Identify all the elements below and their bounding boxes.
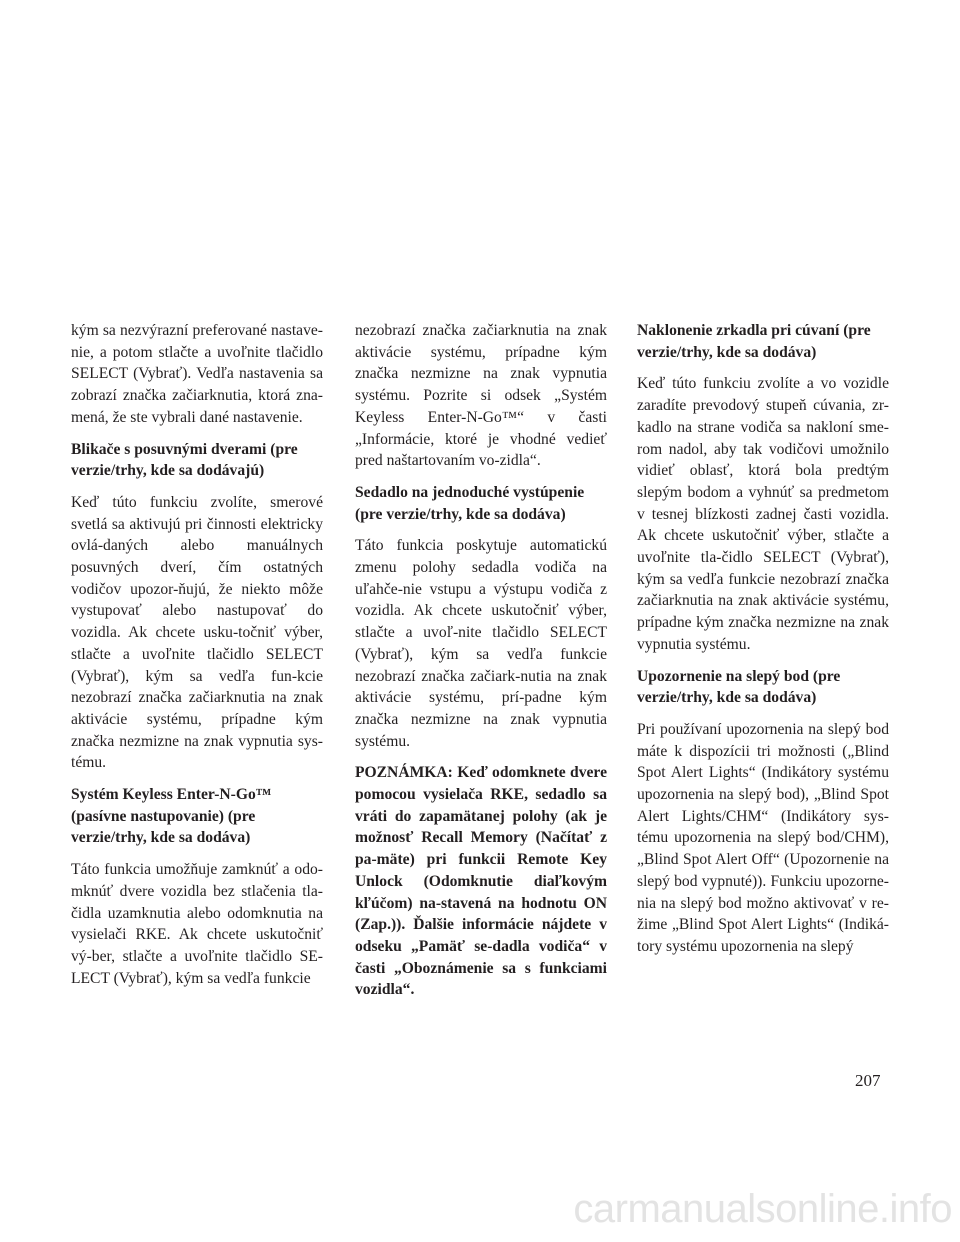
paragraph: nezobrazí značka začiarknutia na znak aktivácie systému, prípadne kým značka nezmizne na znak vypnutia systému. Pozrite si odsek „Systém Keyless Enter-N-Go™“ v časti „Informácie, ktoré je vhodné vedieť pred naštartovaním vo-zidla“.: [355, 322, 607, 470]
page-number: 207: [855, 1071, 881, 1090]
paragraph: kým sa nezvýrazní preferované nastave-nie, a potom stlačte a uvoľnite tlačidlo SELECT (Vybrať). Vedľa nastavenia sa zobrazí značka začiarknutia, ktorá zna-mená, že ste vybrali dané nastavenie.: [71, 322, 323, 426]
text-column-middle: [355, 320, 607, 1011]
section-heading: Systém Keyless Enter-N-Go™ (pasívne nastupovanie) (pre verzie/trhy, kde sa dodáva): [71, 786, 272, 847]
paragraph: Táto funkcia umožňuje zamknúť a odo-mknúť dvere vozidla bez stlačenia tla-čidla uzamknutia alebo odomknutia na vysielači RKE. Ak chcete uskutočniť vý-ber, stlačte a uvoľnite tlačidlo SE-LECT (Vybrať), kým sa vedľa funkcie: [71, 861, 323, 987]
section-heading: Upozornenie na slepý bod (pre verzie/trhy, kde sa dodáva): [637, 667, 841, 707]
section-heading: Naklonenie zrkadla pri cúvaní (pre verzie/trhy, kde sa dodáva): [637, 322, 871, 361]
paragraph: Táto funkcia poskytuje automatickú zmenu polohy sedadla vodiča na uľahče-nie vstupu a výstupu vodiča z vozidla. Ak chcete uskutočniť výber, stlačte a uvoľ-nite tlačidlo SELECT (Vybrať), kým sa vedľa funkcie nezobrazí značka začiark-nutia na znak aktivácie systému, prí-padne kým značka nezmizne na znak vypnutia systému.: [355, 537, 607, 750]
note-paragraph: POZNÁMKA: Keď odomknete dvere pomocou vysielača RKE, sedadlo sa vráti do zapamätanej polohy (ak je možnosť Recall Memory (Načítať z pa-mäte) pri funkcii Remote Key Unlock (Odomknutie diaľkovým kľúčom) na-stavená na hodnotu ON (Zap.)). Ďalšie informácie nájdete v odseku „Pamäť se-dadla vodiča“ v časti „Oboznámenie sa s funkciami vozidla“.: [355, 764, 607, 999]
paragraph: Pri používaní upozornenia na slepý bod máte k dispozícii tri možnosti („Blind Spot Alert Lights“ (Indikátory systému upozornenia na slepý bod), „Blind Spot Alert Lights/CHM“ (Indikátory sys-tému upozornenia na slepý bod/CHM), „Blind Spot Alert Off“ (Upozornenie na slepý bod vypnuté)). Funkciu upozorne-nia na slepý bod možno aktivovať v re-žime „Blind Spot Alert Lights“ (Indiká-tory systému upozornenia na slepý: [637, 720, 889, 955]
text-column-left: [71, 320, 323, 999]
section-heading: Sedadlo na jednoduché vystúpenie (pre verzie/trhy, kde sa dodáva): [355, 483, 585, 523]
paragraph: Keď túto funkciu zvolíte a vo vozidle zaradíte prevodový stupeň cúvania, zr-kadlo na strane vodiča sa nakloní sme-rom nadol, aby tak vodičovi umožnilo vidieť oblasť, ktorá bola predtým slepým bodom a vyhnúť sa predmetom v tesnej blízkosti zadnej časti vozidla. Ak chcete uskutočniť výber, stlačte a uvoľnite tla-čidlo SELECT (Vybrať), kým sa vedľa funkcie nezobrazí značka začiarknutia na znak aktivácie systému, prípadne kým značka nezmizne na znak vypnutia systému.: [637, 375, 889, 653]
section-heading: Blikače s posuvnými dverami (pre verzie/trhy, kde sa dodávajú): [71, 440, 298, 480]
watermark-text: carmanualsonline.info: [573, 1187, 952, 1231]
text-column-right: [637, 320, 889, 968]
paragraph: Keď túto funkciu zvolíte, smerové svetlá sa aktivujú pri činnosti elektricky ovlá-daných alebo manuálnych posuvných dverí, čím ostatných vodičov upozor-ňujú, že niekto môže vystupovať alebo nastupovať do vozidla. Ak chcete usku-točniť výber, stlačte a uvoľnite tlačidlo SELECT (Vybrať), kým sa vedľa fun-kcie nezobrazí značka začiarknutia na znak aktivácie systému, prípadne kým značka nezmizne na znak vypnutia sys-tému.: [71, 493, 323, 772]
